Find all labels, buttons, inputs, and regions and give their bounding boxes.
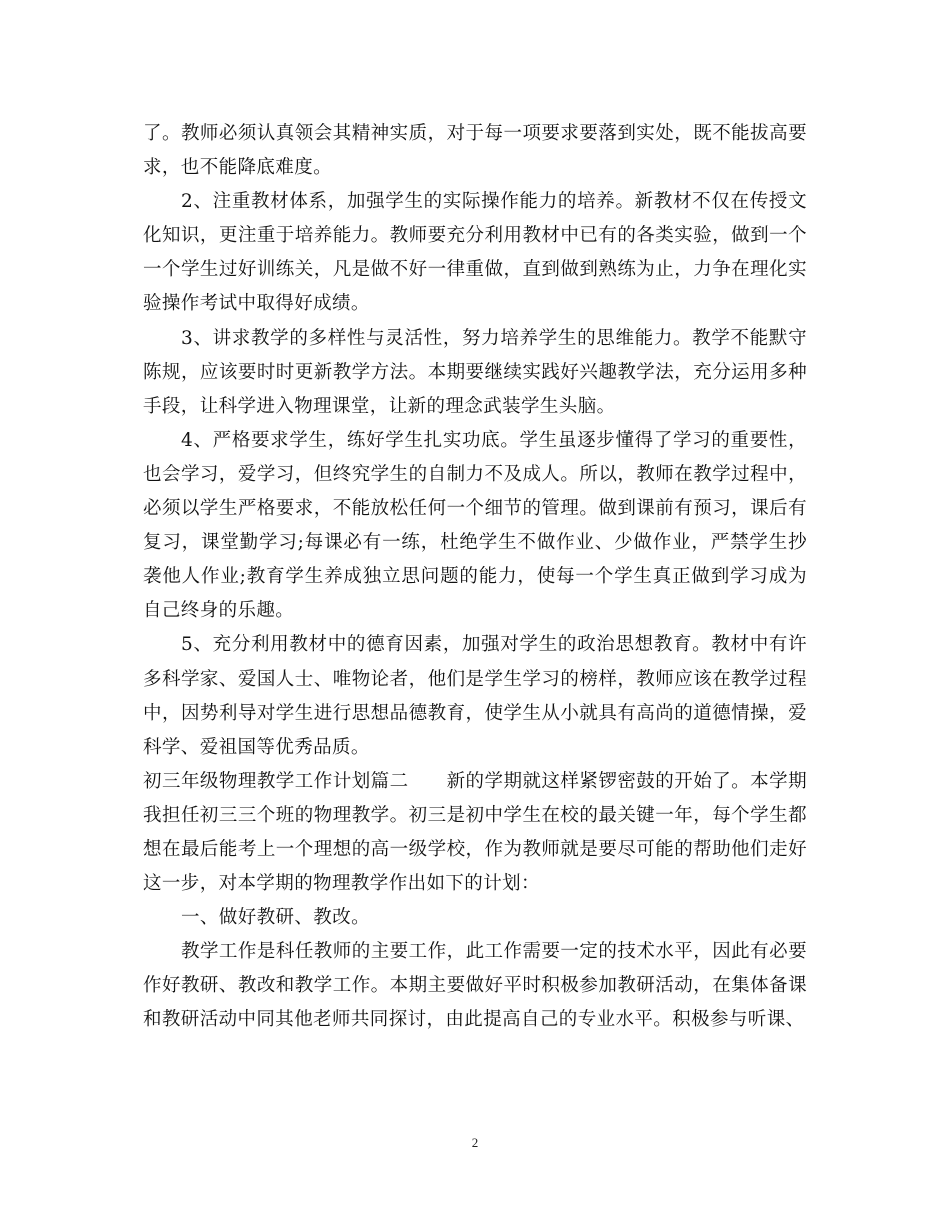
paragraph-item-4: 4、严格要求学生，练好学生扎实功底。学生虽逐步懂得了学习的重要性，也会学习，爱学习，但终究学生的自制力不及成人。所以，教师在教学过程中，必须以学生严格要求，不能放松任何一个细节的管理。做到课前有预习，课后有复习，课堂勤学习;每课必有一练，杜绝学生不做作业、少做作业，严禁学生抄袭他人作业;教育学生养成独立思问题的能力，使每一个学生真正做到学习成为自己终身的乐趣。 xyxy=(143,429,807,622)
paragraph-section-two-intro: 初三年级物理教学工作计划篇二 新的学期就这样紧锣密鼓的开始了。本学期我担任初三三个班的物理教学。初三是初中学生在校的最关键一年，每个学生都想在最后能考上一个理想的高一级学校，作为教师就是要尽可能的帮助他们走好这一步，对本学期的物理教学作出如下的计划： xyxy=(143,770,807,895)
paragraph-teaching-work: 教学工作是科任教师的主要工作，此工作需要一定的技术水平，因此有必要作好教研、教改和教学工作。本期主要做好平时积极参加教研活动，在集体备课和教研活动中同其他老师共同探讨，由此提高自己的专业水平。积极参与听课、 xyxy=(143,941,807,1031)
paragraph-item-3: 3、讲求教学的多样性与灵活性，努力培养学生的思维能力。教学不能默守陈规，应该要时时更新教学方法。本期要继续实践好兴趣教学法，充分运用多种手段，让科学进入物理课堂，让新的理念武装学生头脑。 xyxy=(143,327,807,417)
section-heading-teaching-research: 一、做好教研、教改。 xyxy=(181,907,371,929)
page-number: 2 xyxy=(471,1135,479,1150)
paragraph-item-2: 2、注重教材体系，加强学生的实际操作能力的培养。新教材不仅在传授文化知识，更注重于培养能力。教师要充分利用教材中已有的各类实验，做到一个一个学生过好训练关，凡是做不好一律重做，直到做到熟练为止，力争在理化实验操作考试中取得好成绩。 xyxy=(143,191,807,315)
paragraph-continuation: 了。教师必须认真领会其精神实质，对于每一项要求要落到实处，既不能拔高要求，也不能降底难度。 xyxy=(143,123,807,179)
paragraph-item-5: 5、充分利用教材中的德育因素，加强对学生的政治思想教育。教材中有许多科学家、爱国人士、唯物论者，他们是学生学习的榜样，教师应该在教学过程中，因势利导对学生进行思想品德教育，使学生从小就具有高尚的道德情操，爱科学、爱祖国等优秀品质。 xyxy=(143,634,807,758)
document-body xyxy=(143,117,807,1038)
